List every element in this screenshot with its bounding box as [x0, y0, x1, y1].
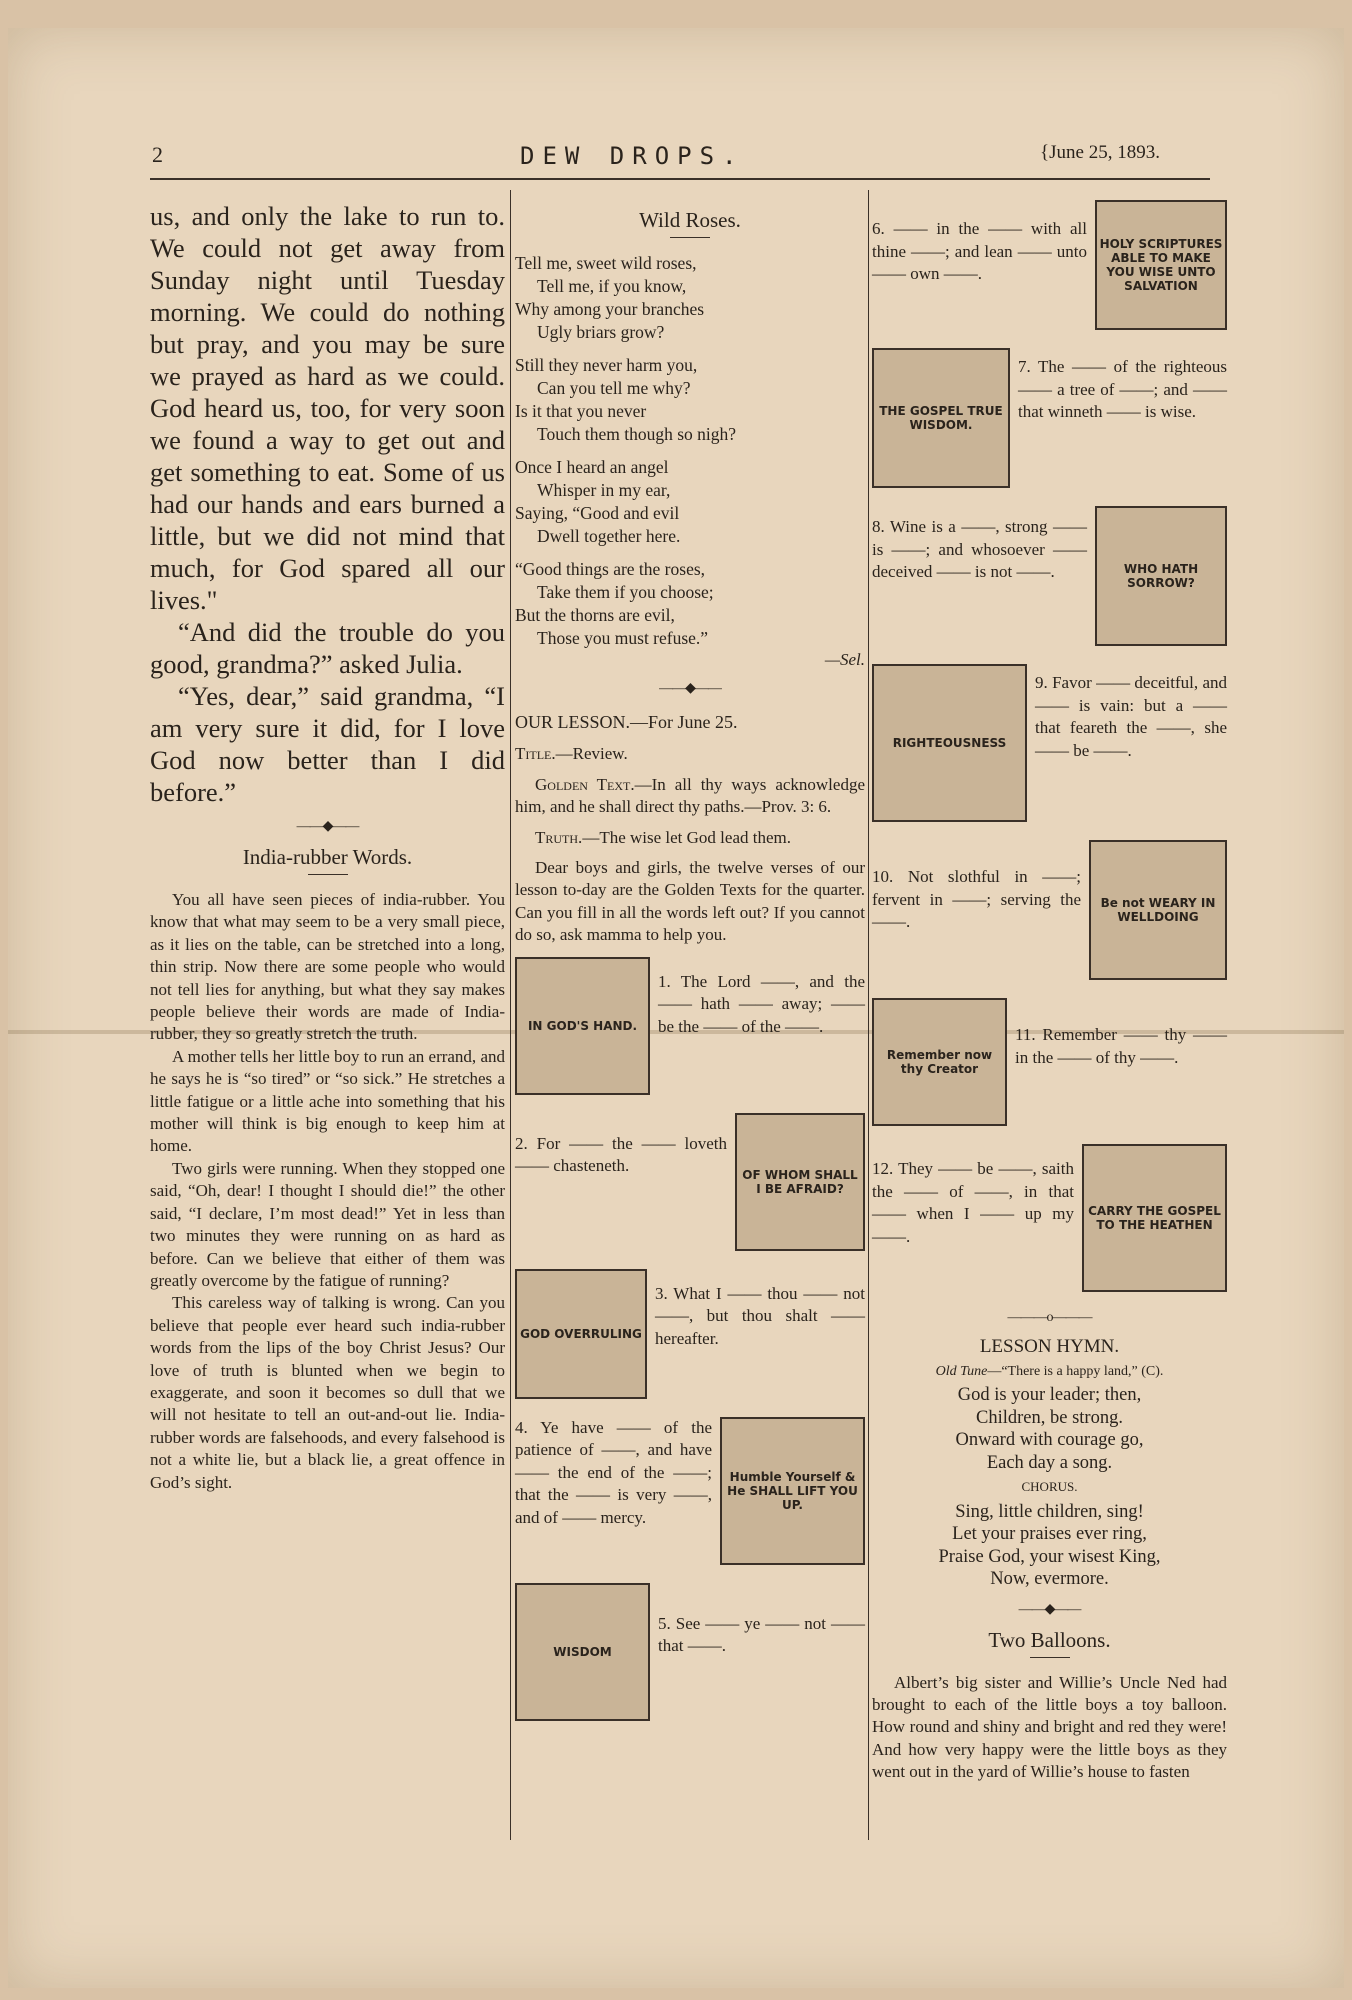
hymn-line: Sing, little children, sing!: [955, 1501, 1144, 1522]
lesson-question: [515, 957, 865, 1095]
question-text: 10. Not slothful in ——; fervent in ——; serving the ——.: [872, 867, 1081, 931]
title-label: Title.: [515, 744, 556, 764]
lesson-heading: OUR LESSON.—For June 25.: [515, 712, 738, 732]
story-paragraph: us, and only the lake to run to. We could not get away from Sunday night until Tuesday morning. We could do nothing but pray, and you may be sure we prayed as hard as we could. God heard us, too, for very soon we found a way to get out and get something to eat. Some of us had our hands and ears burned a little, but we did not mind that much, for God spared all our lives.": [150, 201, 505, 615]
article-paragraph: A mother tells her little boy to run an errand, and he says he is “so tired” or “so sick.” He stretches a little fatigue or a little ache into something that his mother will think is big enough to keep him at home.: [150, 1046, 505, 1156]
ornament-divider: ——◆——: [296, 819, 359, 834]
poem-line: But the thorns are evil,: [515, 605, 675, 625]
masthead: DEW DROPS.: [520, 142, 745, 170]
column-rule: [510, 190, 511, 1840]
poem-stanza: [515, 252, 865, 344]
poem-stanza: [515, 354, 865, 446]
poem-line: Those you must refuse.”: [537, 628, 709, 648]
gospel-book-illustration: THE GOSPEL TRUE WISDOM.: [872, 348, 1010, 488]
ornament-divider: ——◆——: [1018, 1601, 1081, 1617]
poem-line: Once I heard an angel: [515, 457, 669, 477]
question-text: 5. See —— ye —— not —— that ——.: [658, 1613, 865, 1656]
hymn-line: Now, evermore.: [990, 1569, 1109, 1589]
lesson-question: [872, 348, 1227, 488]
poem-line: Is it that you never: [515, 401, 647, 421]
poem-stanza: [515, 558, 865, 650]
question-text: 8. Wine is a ——, strong —— is ——; and whosoever —— deceived —— is not ——.: [872, 517, 1087, 581]
lesson-question: [872, 998, 1227, 1126]
column-rule: [868, 190, 869, 1840]
article-paragraph: This careless way of talking is wrong. Can you believe that people ever heard such india-rubber words from the lips of the boy Christ Jesus? Our love of truth is blunted when we begin to exaggerate, and soon it becomes so dull that we will not hesitate to tell an out-and-out lie. India-rubber words are falsehoods, and every falsehood is not a white lie, but a black lie, a great offence in God’s sight.: [150, 1293, 505, 1492]
poem-line: Still they never harm you,: [515, 355, 698, 375]
story-paragraph: “And did the trouble do you good, grandma?” asked Julia.: [150, 617, 505, 679]
poem-line: Tell me, if you know,: [537, 276, 687, 296]
afraid-illustration: OF WHOM SHALL I BE AFRAID?: [735, 1113, 865, 1251]
lesson-question: [872, 200, 1227, 330]
question-text: 9. Favor —— deceitful, and —— is vain: but a —— that feareth the ——, she —— be ——.: [1035, 673, 1227, 760]
remember-creator-illustration: Remember now thy Creator: [872, 998, 1007, 1126]
poem-stanza: [515, 456, 865, 548]
poem-line: Touch them though so nigh?: [537, 424, 737, 444]
lesson-question: [515, 1417, 865, 1565]
hymn-line: Let your praises ever ring,: [952, 1524, 1147, 1544]
truth-text: —The wise let God lead them.: [582, 827, 791, 847]
question-text: 2. For —— the —— loveth —— chasteneth.: [515, 1133, 727, 1176]
holy-scriptures-illustration: HOLY SCRIPTURES ABLE TO MAKE YOU WISE UNTO SALVATION: [1095, 200, 1227, 330]
title-rule: [308, 874, 348, 875]
poem-title: Wild Roses.: [639, 208, 741, 232]
hymn-title: LESSON HYMN.: [979, 1336, 1120, 1357]
hymn-line: God is your leader; then,: [957, 1385, 1142, 1405]
hymn-tune-text: —“There is a happy land,” (C).: [987, 1364, 1164, 1379]
poem-line: Can you tell me why?: [537, 378, 691, 398]
god-overruling-illustration: GOD OVERRULING: [515, 1269, 647, 1399]
poem-signature: —Sel.: [824, 650, 865, 669]
lesson-question: [872, 1144, 1227, 1292]
hymn-verse: [872, 1384, 1227, 1591]
hymn-tune: [872, 1364, 1227, 1380]
lesson-question: [872, 664, 1227, 822]
header-rule: [150, 178, 1210, 180]
poem-line: Whisper in my ear,: [537, 480, 671, 500]
golden-text-label: Golden Text.: [535, 774, 635, 794]
article-paragraph: You all have seen pieces of india-rubber. You know that what may seem to be a very small piece, as it lies on the table, can be stretched into a long, thin strip. Now there are some people who would not tell lies for anything, but what they say makes people believe their words are made of India-rubber, they so greatly stretch the truth.: [150, 890, 505, 1044]
be-not-weary-illustration: Be not WEARY IN WELLDOING: [1089, 840, 1227, 980]
title-rule: [1030, 1657, 1070, 1658]
ornament-divider: ———o———: [1007, 1310, 1092, 1325]
righteousness-illustration: RIGHTEOUSNESS: [872, 664, 1027, 822]
title-text: —Review.: [555, 744, 628, 764]
poem-line: “Good things are the roses,: [515, 559, 706, 579]
truth-label: Truth.: [535, 827, 583, 847]
story-paragraph: Albert’s big sister and Willie’s Uncle Ned had brought to each of the little boys a toy balloon. How round and shiny and bright and red they were! And how very happy were the little boys as they went out in the yard of Willie’s house to fasten: [872, 1672, 1227, 1782]
golden-text: —In all thy ways acknowledge him, and he shall direct thy paths.—Prov. 3: 6.: [515, 774, 865, 817]
question-text: 3. What I —— thou —— not ——, but thou shalt —— hereafter.: [655, 1283, 865, 1348]
column-2: [515, 200, 865, 1739]
in-gods-hand-illustration: IN GOD'S HAND.: [515, 957, 650, 1095]
poem-line: Take them if you choose;: [537, 582, 714, 602]
hymn-tune-label: Old Tune: [935, 1364, 988, 1379]
hymn-line: Each day a song.: [986, 1452, 1113, 1473]
hymn-line: Children, be strong.: [976, 1407, 1123, 1428]
story-title: Two Balloons.: [988, 1627, 1111, 1652]
title-rule: [670, 237, 710, 238]
question-text: 1. The Lord ——, and the —— hath —— away; —— be the —— of the ——.: [658, 971, 865, 1036]
article-paragraph: Two girls were running. When they stopped one said, “Oh, dear! I thought I should die!” the other said, “I declare, I’m most dead!” Yet in less than two minutes they were running on as hard as before. Can we believe that either of them was greatly overcome by the fatigue of running?: [150, 1158, 505, 1290]
ornament-divider: ——◆——: [659, 681, 721, 696]
column-3: [872, 200, 1227, 1784]
poem-line: Tell me, sweet wild roses,: [515, 253, 697, 273]
hymn-line: Praise God, your wisest King,: [938, 1546, 1161, 1567]
poem-line: Dwell together here.: [537, 526, 681, 546]
who-hath-sorrow-illustration: WHO HATH SORROW?: [1095, 506, 1227, 646]
humble-yourself-illustration: Humble Yourself & He SHALL LIFT YOU UP.: [720, 1417, 865, 1565]
lesson-question: [515, 1269, 865, 1399]
lesson-question: [872, 506, 1227, 646]
poem-line: Saying, “Good and evil: [515, 503, 680, 523]
question-text: 11. Remember —— thy —— in the —— of thy ——.: [1015, 1025, 1227, 1067]
issue-date: {June 25, 1893.: [1040, 142, 1160, 163]
page-number: 2: [152, 142, 163, 167]
lesson-question: [515, 1583, 865, 1721]
chorus-label: CHORUS.: [1021, 1479, 1078, 1494]
lesson-question: [515, 1113, 865, 1251]
question-text: 7. The —— of the righteous —— a tree of ——; and —— that winneth —— is wise.: [1018, 357, 1227, 421]
lesson-intro: Dear boys and girls, the twelve verses of our lesson to-day are the Golden Texts for the quarter. Can you fill in all the words left out? If you cannot do so, ask mamma to help you.: [515, 858, 865, 945]
poem-line: Ugly briars grow?: [537, 322, 665, 342]
hymn-line: Onward with courage go,: [955, 1430, 1144, 1450]
question-text: 6. —— in the —— with all thine ——; and lean —— unto —— own ——.: [872, 219, 1087, 283]
wisdom-illustration: WISDOM: [515, 1583, 650, 1721]
question-text: 12. They —— be ——, saith the —— of ——, in that —— when I —— up my ——.: [872, 1159, 1074, 1246]
column-1: [150, 200, 505, 1494]
question-text: 4. Ye have —— of the patience of ——, and have —— the end of the ——; that the —— is very ——, and of —— mercy.: [515, 1417, 712, 1527]
article-title: India-rubber Words.: [242, 845, 413, 869]
story-paragraph: “Yes, dear,” said grandma, “I am very sure it did, for I love God now better than I did before.”: [150, 681, 505, 807]
poem-line: Why among your branches: [515, 299, 705, 319]
carry-gospel-illustration: CARRY THE GOSPEL TO THE HEATHEN: [1082, 1144, 1227, 1292]
lesson-question: [872, 840, 1227, 980]
